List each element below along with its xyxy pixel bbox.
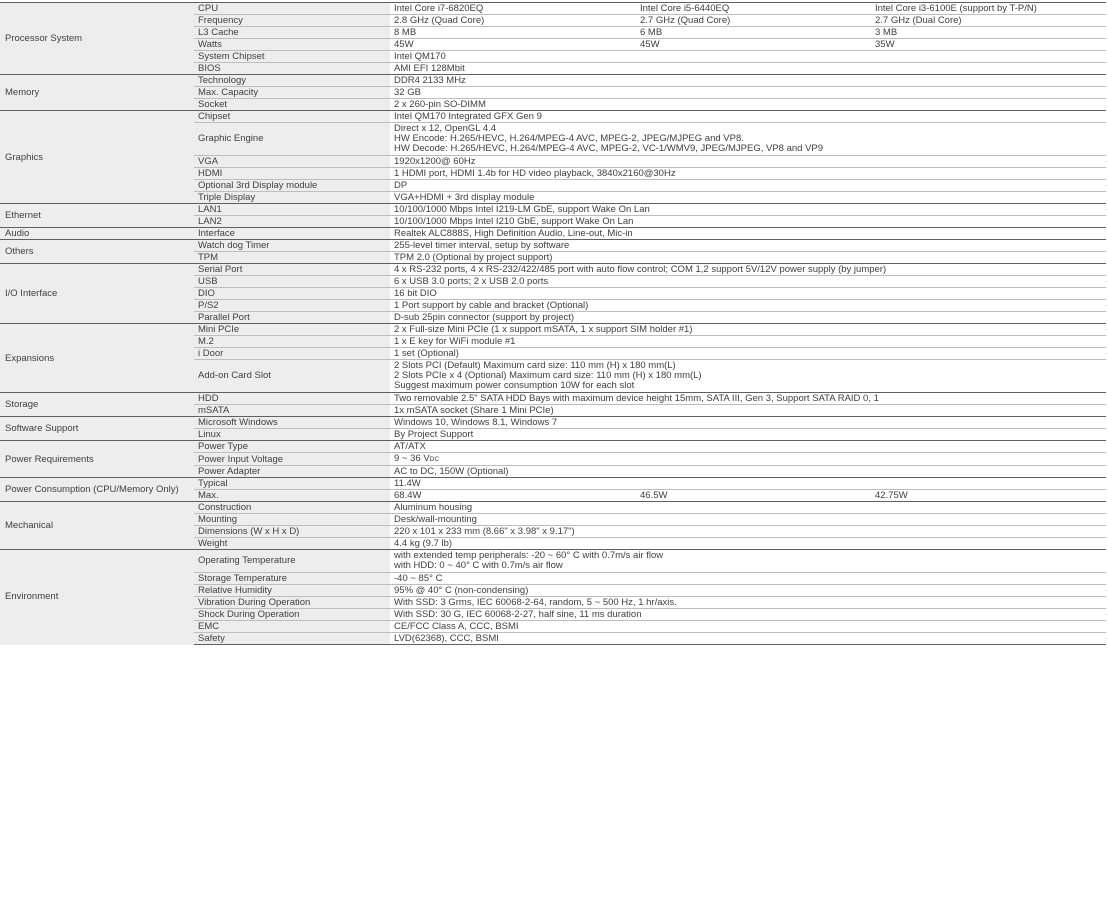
feature-label: Interface [194, 228, 390, 240]
category-label: Memory [0, 75, 194, 111]
spec-value: CE/FCC Class A, CCC, BSMI [390, 621, 1106, 633]
spec-row-chipset [0, 111, 1106, 123]
feature-label: Relative Humidity [194, 585, 390, 597]
spec-value: Intel Core i3-6100E (support by T-P/N) [871, 3, 1106, 15]
feature-label: LAN1 [194, 204, 390, 216]
spec-value: 2 x Full-size Mini PCIe (1 x support mSATA, 1 x support SIM holder #1) [390, 324, 1106, 336]
spec-row-cpu [0, 3, 1106, 15]
feature-label: Dimensions (W x H x D) [194, 526, 390, 538]
feature-label: VGA [194, 156, 390, 168]
spec-value: 2.7 GHz (Quad Core) [636, 15, 871, 27]
feature-label: Construction [194, 502, 390, 514]
category-label: Power Requirements [0, 441, 194, 478]
spec-value: 4 x RS-232 ports, 4 x RS-232/422/485 port with auto flow control; COM 1,2 support 5V/12V power supply (by jumper) [390, 264, 1106, 276]
feature-label: M.2 [194, 336, 390, 348]
category-label: Others [0, 240, 194, 264]
feature-label: Mounting [194, 514, 390, 526]
feature-label: Watts [194, 39, 390, 51]
feature-label: Shock During Operation [194, 609, 390, 621]
feature-label: Vibration During Operation [194, 597, 390, 609]
spec-value: 8 MB [390, 27, 636, 39]
spec-value: D-sub 25pin connector (support by project) [390, 312, 1106, 324]
spec-value: 45W [636, 39, 871, 51]
spec-value: 6 x USB 3.0 ports; 2 x USB 2.0 ports [390, 276, 1106, 288]
feature-label: CPU [194, 3, 390, 15]
feature-label: Operating Temperature [194, 550, 390, 573]
feature-label: Serial Port [194, 264, 390, 276]
spec-value: 2.7 GHz (Dual Core) [871, 15, 1106, 27]
feature-label: System Chipset [194, 51, 390, 63]
spec-value: 46.5W [636, 490, 871, 502]
feature-label: Power Type [194, 441, 390, 453]
spec-row-microsoft-windows [0, 417, 1106, 429]
spec-value: 45W [390, 39, 636, 51]
feature-label: DIO [194, 288, 390, 300]
spec-value [390, 360, 1106, 393]
spec-value: By Project Support [390, 429, 1106, 441]
spec-value: Two removable 2.5" SATA HDD Bays with maximum device height 15mm, SATA III, Gen 3, Support SATA RAID 0, 1 [390, 393, 1106, 405]
spec-row-serial-port [0, 264, 1106, 276]
feature-label: LAN2 [194, 216, 390, 228]
category-label: Power Consumption (CPU/Memory Only) [0, 478, 194, 502]
spec-row-power-type [0, 441, 1106, 453]
feature-label: TPM [194, 252, 390, 264]
spec-value: 32 GB [390, 87, 1106, 99]
spec-row-interface [0, 228, 1106, 240]
feature-label: P/S2 [194, 300, 390, 312]
spec-value [390, 550, 1106, 573]
spec-value: 42.75W [871, 490, 1106, 502]
spec-value: Intel Core i7-6820EQ [390, 3, 636, 15]
spec-value: TPM 2.0 (Optional by project support) [390, 252, 1106, 264]
feature-label: Safety [194, 633, 390, 645]
spec-value: 2.8 GHz (Quad Core) [390, 15, 636, 27]
spec-value-line: HW Decode: H.265/HEVC, H.264/MPEG-4 AVC, MPEG-2, VC-1/WMV9, JPEG/MJPEG, VP8 and VP9 [394, 143, 824, 154]
feature-label: Max. Capacity [194, 87, 390, 99]
spec-value: Windows 10, Windows 8.1, Windows 7 [390, 417, 1106, 429]
spec-value: -40 ~ 85° C [390, 573, 1106, 585]
spec-value: Desk/wall-mounting [390, 514, 1106, 526]
feature-label: L3 Cache [194, 27, 390, 39]
feature-label: BIOS [194, 63, 390, 75]
spec-value: DP [390, 180, 1106, 192]
spec-value: With SSD: 30 G, IEC 60068-2-27, half sine, 11 ms duration [390, 609, 1106, 621]
feature-label: Storage Temperature [194, 573, 390, 585]
spec-value: 255-level timer interval, setup by software [390, 240, 1106, 252]
category-label: Software Support [0, 417, 194, 441]
spec-value-line: 2 Slots PCIe x 4 (Optional) Maximum card size: 110 mm (H) x 180 mm(L) [394, 370, 702, 381]
spec-value-line: Suggest maximum power consumption 10W for each slot [394, 380, 635, 391]
spec-value-subscript: DC [429, 456, 440, 463]
spec-value [390, 123, 1106, 156]
spec-value: 10/100/1000 Mbps Intel I219-LM GbE, support Wake On Lan [390, 204, 1106, 216]
feature-label: Triple Display [194, 192, 390, 204]
feature-label: USB [194, 276, 390, 288]
feature-label: Chipset [194, 111, 390, 123]
spec-value: Realtek ALC888S, High Definition Audio, Line-out, Mic-in [390, 228, 1106, 240]
spec-value: 16 bit DIO [390, 288, 1106, 300]
category-label: Processor System [0, 3, 194, 75]
spec-value: 2 x 260-pin SO-DIMM [390, 99, 1106, 111]
spec-value: 1 set (Optional) [390, 348, 1106, 360]
feature-label: Graphic Engine [194, 123, 390, 156]
spec-value: 1920x1200@ 60Hz [390, 156, 1106, 168]
feature-label: EMC [194, 621, 390, 633]
spec-row-operating-temperature [0, 550, 1106, 573]
spec-value: VGA+HDMI + 3rd display module [390, 192, 1106, 204]
spec-value-line: 2 Slots PCI (Default) Maximum card size: 110 mm (H) x 180 mm(L) [394, 360, 676, 371]
category-label: Expansions [0, 324, 194, 393]
spec-value: Aluminum housing [390, 502, 1106, 514]
spec-row-typical [0, 478, 1106, 490]
feature-label: Socket [194, 99, 390, 111]
spec-value: 11.4W [390, 478, 1106, 490]
spec-row-mini-pcie [0, 324, 1106, 336]
feature-label: Typical [194, 478, 390, 490]
spec-value: LVD(62368), CCC, BSMI [390, 633, 1106, 645]
feature-label: Parallel Port [194, 312, 390, 324]
feature-label: Power Adapter [194, 466, 390, 478]
category-label: I/O Interface [0, 264, 194, 324]
spec-value: AT/ATX [390, 441, 1106, 453]
spec-value: 10/100/1000 Mbps Intel I210 GbE, support Wake On Lan [390, 216, 1106, 228]
spec-value-line: with extended temp peripherals: -20 ~ 60° C with 0.7m/s air flow [394, 550, 664, 561]
spec-value: AMI EFI 128Mbit [390, 63, 1106, 75]
feature-label: Watch dog Timer [194, 240, 390, 252]
feature-label: Add-on Card Slot [194, 360, 390, 393]
spec-value: 68.4W [390, 490, 636, 502]
category-label: Environment [0, 550, 194, 645]
spec-table-body [0, 3, 1106, 645]
spec-value: 1x mSATA socket (Share 1 Mini PCIe) [390, 405, 1106, 417]
spec-value: 4.4 kg (9.7 lb) [390, 538, 1106, 550]
spec-value-text: 9 ~ 36 V [394, 453, 430, 464]
feature-label: i Door [194, 348, 390, 360]
spec-value: 35W [871, 39, 1106, 51]
spec-value: Intel QM170 [390, 51, 1106, 63]
spec-value-line: with HDD: 0 ~ 40° C with 0.7m/s air flow [394, 560, 563, 571]
spec-row-lan1 [0, 204, 1106, 216]
category-label: Audio [0, 228, 194, 240]
spec-row-construction [0, 502, 1106, 514]
category-label: Mechanical [0, 502, 194, 550]
spec-value [390, 453, 1106, 466]
spec-row-watch-dog-timer [0, 240, 1106, 252]
spec-value: DDR4 2133 MHz [390, 75, 1106, 87]
feature-label: Mini PCIe [194, 324, 390, 336]
spec-value: 1 x E key for WiFi module #1 [390, 336, 1106, 348]
spec-value: 95% @ 40° C (non-condensing) [390, 585, 1106, 597]
spec-value: 220 x 101 x 233 mm (8.66" x 3.98" x 9.17") [390, 526, 1106, 538]
spec-row-hdd [0, 393, 1106, 405]
spec-value: 1 Port support by cable and bracket (Optional) [390, 300, 1106, 312]
feature-label: HDD [194, 393, 390, 405]
spec-value: 3 MB [871, 27, 1106, 39]
category-label: Graphics [0, 111, 194, 204]
feature-label: HDMI [194, 168, 390, 180]
spec-value: 1 HDMI port, HDMI 1.4b for HD video playback, 3840x2160@30Hz [390, 168, 1106, 180]
spec-value-line: Direct x 12, OpenGL 4.4 [394, 123, 497, 134]
feature-label: Microsoft Windows [194, 417, 390, 429]
category-label: Ethernet [0, 204, 194, 228]
spec-row-technology [0, 75, 1106, 87]
spec-value: Intel QM170 Integrated GFX Gen 9 [390, 111, 1106, 123]
feature-label: Weight [194, 538, 390, 550]
feature-label: Technology [194, 75, 390, 87]
feature-label: Linux [194, 429, 390, 441]
spec-table [0, 2, 1106, 645]
feature-label: Power Input Voltage [194, 453, 390, 466]
feature-label: Optional 3rd Display module [194, 180, 390, 192]
feature-label: mSATA [194, 405, 390, 417]
spec-value: With SSD: 3 Grms, IEC 60068-2-64, random, 5 ~ 500 Hz, 1 hr/axis. [390, 597, 1106, 609]
feature-label: Frequency [194, 15, 390, 27]
spec-value: 6 MB [636, 27, 871, 39]
spec-value-line: HW Encode: H.265/HEVC, H.264/MPEG-4 AVC, MPEG-2, JPEG/MJPEG and VP8. [394, 133, 744, 144]
feature-label: Max. [194, 490, 390, 502]
category-label: Storage [0, 393, 194, 417]
spec-value: AC to DC, 150W (Optional) [390, 466, 1106, 478]
spec-value: Intel Core i5-6440EQ [636, 3, 871, 15]
